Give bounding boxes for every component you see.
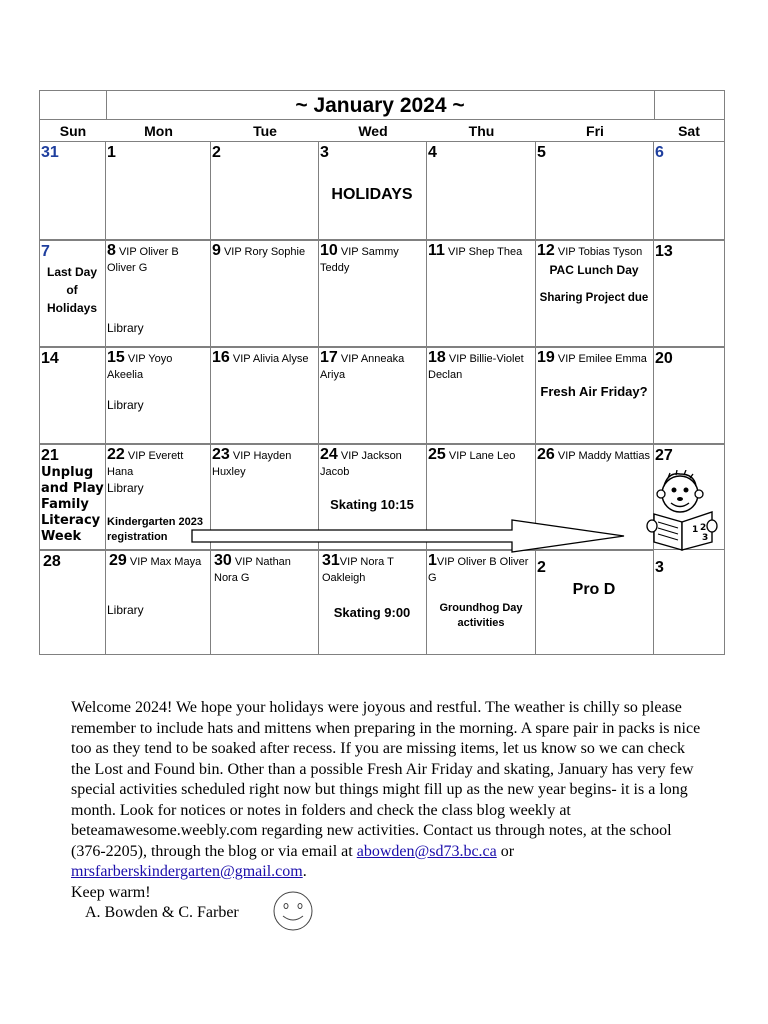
day-cell bbox=[654, 141, 724, 240]
day-cell bbox=[40, 550, 106, 655]
day-cell bbox=[106, 550, 211, 655]
day-number: 4 bbox=[428, 144, 437, 161]
holidays-note: HOLIDAYS bbox=[331, 186, 413, 203]
day-cell bbox=[427, 550, 536, 655]
letter-period: . bbox=[302, 863, 307, 880]
letter-closing: Keep warm! bbox=[71, 883, 151, 901]
day-number: 22 bbox=[107, 446, 125, 463]
vip-text: VIP Anneaka Ariya bbox=[320, 353, 405, 381]
day-number: 31 bbox=[41, 144, 59, 161]
day-number: 17 bbox=[320, 349, 338, 366]
day-number: 13 bbox=[655, 243, 673, 260]
calendar bbox=[39, 90, 725, 655]
vip-text: VIP Emilee Emma bbox=[557, 353, 647, 365]
day-cell bbox=[106, 141, 211, 240]
day-cell bbox=[654, 240, 724, 347]
calendar-title: ~ January 2024 ~ bbox=[295, 94, 465, 117]
day-number: 14 bbox=[41, 350, 59, 367]
day-number: 3 bbox=[320, 144, 329, 161]
day-cell bbox=[319, 141, 427, 240]
skating-note: Skating 10:15 bbox=[330, 497, 414, 512]
day-cell bbox=[536, 347, 654, 444]
vip-text: VIP Oliver B Oliver G bbox=[428, 556, 529, 584]
day-number: 2 bbox=[537, 559, 546, 576]
vip-text: VIP Everett Hana bbox=[107, 450, 184, 478]
vip-text: VIP Billie-Violet Declan bbox=[428, 353, 524, 381]
fresh-air-friday-note: Fresh Air Friday? bbox=[540, 384, 648, 399]
days-of-week bbox=[40, 119, 724, 141]
day-number: 10 bbox=[320, 242, 338, 259]
day-number: 20 bbox=[655, 350, 673, 367]
groundhog-note: Groundhog Day activities bbox=[439, 602, 523, 629]
day-cell bbox=[211, 141, 319, 240]
vip-text: VIP Shep Thea bbox=[447, 246, 523, 258]
vip-text: VIP Max Maya bbox=[129, 556, 202, 568]
registration-note: Kindergarten 2023 registration bbox=[107, 516, 203, 543]
vip-text: VIP Tobias Tyson bbox=[557, 246, 643, 258]
day-number: 12 bbox=[537, 242, 555, 259]
svg-text:1: 1 bbox=[692, 525, 699, 535]
vip-text: VIP Rory Sophie bbox=[223, 246, 306, 258]
library-note: Library bbox=[107, 398, 144, 412]
vip-text: VIP Yoyo Akeelia bbox=[107, 353, 173, 381]
vip-text: VIP Sammy Teddy bbox=[320, 246, 399, 274]
welcome-letter bbox=[71, 698, 707, 924]
day-number: 5 bbox=[537, 144, 546, 161]
day-number: 15 bbox=[107, 349, 125, 366]
day-cell bbox=[654, 347, 724, 444]
pro-d-note: Pro D bbox=[572, 581, 616, 598]
smiley-face-icon bbox=[272, 890, 314, 932]
day-number: 28 bbox=[43, 553, 61, 570]
day-cell bbox=[319, 240, 427, 347]
day-cell bbox=[427, 141, 536, 240]
child-reading-icon bbox=[646, 470, 718, 552]
email-link-bowden[interactable]: abowden@sd73.bc.ca bbox=[356, 842, 497, 860]
day-number: 6 bbox=[655, 144, 664, 161]
pac-lunch-note: PAC Lunch Day bbox=[549, 263, 639, 277]
vip-text: VIP Jackson Jacob bbox=[320, 450, 402, 478]
vip-text: VIP Oliver B Oliver G bbox=[107, 246, 179, 274]
day-number: 23 bbox=[212, 446, 230, 463]
dow-sun: Sun bbox=[59, 123, 87, 139]
library-note: Library bbox=[107, 603, 144, 617]
day-number: 16 bbox=[212, 349, 230, 366]
day-cell bbox=[106, 347, 211, 444]
dow-thu: Thu bbox=[468, 123, 495, 139]
letter-body: Welcome 2024! We hope your holidays were joyous and restful. The weather is chilly so please remember to include hats and mittens when preparing in the morning. A spare pair in packs is nice too as they tend to be soaked after recess. If you are missing items, let us know so we can check the Lost and Found bin. Other than a possible Fresh Air Friday and skating, January has very few special activities scheduled right now but things might fill up as the new year begins- it is a long month. Look for notices or notes in folders and check the class blog weekly at beteamawesome.weebly.com regarding new activities. Contact us through notes, at the school (376-2205), through the blog or via email at bbox=[71, 699, 701, 860]
vip-text: VIP Lane Leo bbox=[448, 450, 516, 462]
day-number: 31 bbox=[322, 552, 340, 569]
day-number: 7 bbox=[41, 243, 50, 260]
day-cell bbox=[427, 240, 536, 347]
sharing-project-note: Sharing Project due bbox=[539, 292, 649, 304]
day-cell bbox=[536, 240, 654, 347]
dow-fri: Fri bbox=[586, 123, 604, 139]
day-number: 25 bbox=[428, 446, 446, 463]
day-cell bbox=[211, 240, 319, 347]
skating-note: Skating 9:00 bbox=[333, 605, 411, 620]
literacy-week-note: Unplug and Play Family Literacy Week bbox=[41, 465, 104, 544]
library-note: Library bbox=[107, 481, 144, 495]
last-day-note: Last Day of Holidays bbox=[46, 265, 98, 315]
registration-arrow bbox=[190, 518, 630, 554]
day-number: 19 bbox=[537, 349, 555, 366]
day-number: 24 bbox=[320, 446, 338, 463]
day-cell bbox=[40, 240, 106, 347]
day-cell bbox=[536, 550, 654, 655]
day-number: 18 bbox=[428, 349, 446, 366]
day-cell bbox=[40, 444, 106, 550]
day-cell bbox=[211, 347, 319, 444]
vip-text: VIP Nathan Nora G bbox=[214, 556, 291, 584]
dow-mon: Mon bbox=[144, 123, 173, 139]
vip-text: VIP Maddy Mattias bbox=[557, 450, 650, 462]
day-cell bbox=[319, 347, 427, 444]
day-cell bbox=[211, 550, 319, 655]
day-cell bbox=[106, 240, 211, 347]
dow-sat: Sat bbox=[678, 123, 700, 139]
day-number: 21 bbox=[41, 447, 59, 464]
day-cell bbox=[536, 141, 654, 240]
library-note: Library bbox=[107, 321, 144, 335]
day-number: 26 bbox=[537, 446, 555, 463]
dow-tue: Tue bbox=[253, 123, 277, 139]
email-link-farber[interactable]: mrsfarberskindergarten@gmail.com bbox=[71, 863, 303, 880]
day-number: 3 bbox=[655, 559, 664, 576]
calendar-grid bbox=[40, 141, 724, 655]
day-number: 27 bbox=[655, 447, 673, 464]
vip-text: VIP Hayden Huxley bbox=[212, 450, 292, 478]
day-number: 1 bbox=[107, 144, 116, 161]
day-number: 30 bbox=[214, 552, 232, 569]
day-number: 8 bbox=[107, 242, 116, 259]
day-number: 1 bbox=[428, 552, 437, 569]
dow-wed: Wed bbox=[358, 123, 388, 139]
day-cell bbox=[427, 347, 536, 444]
day-number: 2 bbox=[212, 144, 221, 161]
calendar-title-row bbox=[40, 91, 724, 120]
day-number: 11 bbox=[428, 242, 445, 259]
letter-signature: A. Bowden & C. Farber bbox=[85, 904, 239, 921]
day-cell bbox=[40, 347, 106, 444]
svg-text:2: 2 bbox=[700, 523, 707, 533]
vip-text: VIP Alivia Alyse bbox=[232, 353, 309, 365]
letter-or: or bbox=[500, 842, 515, 860]
day-cell bbox=[40, 141, 106, 240]
vip-text: VIP Nora T Oakleigh bbox=[322, 556, 394, 584]
day-cell bbox=[654, 550, 724, 655]
svg-text:3: 3 bbox=[702, 533, 709, 543]
day-number: 29 bbox=[109, 552, 127, 569]
day-number: 9 bbox=[212, 242, 221, 259]
day-cell bbox=[319, 550, 427, 655]
